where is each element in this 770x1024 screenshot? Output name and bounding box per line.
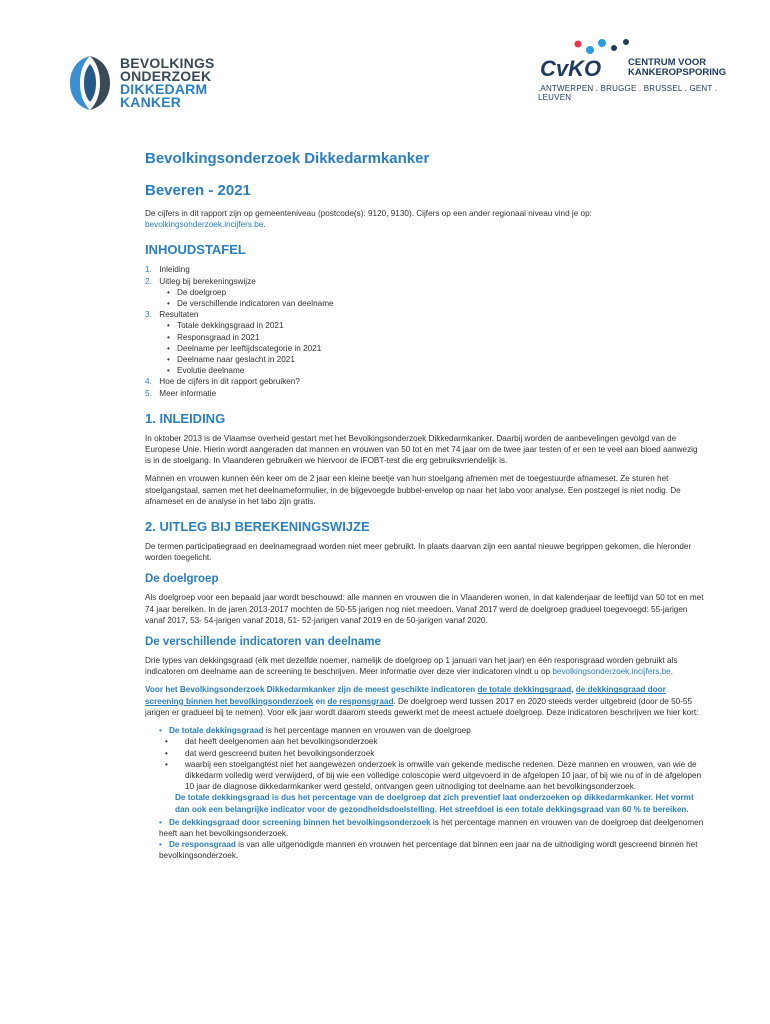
toc-item[interactable]: 3. Resultaten (145, 310, 199, 320)
link-dekkingsgraad-screening[interactable]: de dekkingsgraad door screening binnen het bevolkingsonderzoek (145, 685, 666, 706)
totale-dekkingsgraad-note: De totale dekkingsgraad is dus het percentage van de doelgroep dat zich preventief laat onderzoeken op dikkedarmkanker. Het vormt dan ook een belangrijke indicator voor de gezondheidsdoelstelling. Het streefdoel is een totale dekkingsgraad van 60 % te bereiken. (175, 793, 694, 814)
link-totale-dekkingsgraad[interactable]: de totale dekkingsgraad (477, 685, 572, 695)
toc-heading: INHOUDSTAFEL (145, 242, 246, 258)
header (0, 0, 770, 130)
indicatoren-heading: De verschillende indicatoren van deelname (145, 636, 381, 649)
sub-bullet: • dat heeft deelgenomen aan het bevolkingsonderzoek (165, 737, 378, 747)
bullet-responsgraad: • De responsgraad is van alle uitgenodigde mannen en vrouwen het percentage dat binnen een jaar na de uitnodiging wordt gescreend binnen het bevolkingsonderzoek. (159, 840, 698, 861)
section-1-paragraph-2: Mannen en vrouwen kunnen één keer om de 2 jaar een kleine beetje van hun stoelgang afnemen met de toegestuurde afnameset. Ze sturen het stoelgangstaal, samen met het deelnameformulier, in de bijgevoegde bubbel-envelop op naar het labo voor analyse. Een postzegel is niet nodig. De afnameset en de analyse in het labo zijn gratis. (145, 474, 681, 506)
toc-item[interactable]: 5. Meer informatie (145, 388, 217, 398)
cvko-line-1: CENTRUM VOOR (628, 57, 707, 68)
incijfers-link-2[interactable]: bevolkingsonderzoek.incijfers.be (552, 667, 671, 677)
sub-bullet: • waarbij een stoelgangtest niet het aangewezen onderzoek is omwille van gekende medische redenen. Deze mannen en vrouwen, van wie de dikkedarm volledig werd verwijderd, of bij wie een volledige coloscopie werd uitgevoerd in de afgelopen 10 jaar, of bij wie nu of in de afgelopen 10 jaar de diagnose dikkedarmkanker werd gesteld, ontvangen geen uitnodiging tot deelname aan het bevolkingsonderzoek. (165, 759, 702, 792)
cvko-wordmark: CvKO (540, 56, 602, 81)
intro-paragraph (145, 208, 705, 230)
bevolkingsonderzoek-logo (68, 54, 215, 112)
cvko-logo (528, 38, 732, 100)
logo-line-4: KANKER (120, 94, 182, 110)
link-responsgraad[interactable]: de responsgraad (327, 696, 394, 706)
indicatoren-paragraph-1: Drie types van dekkingsgraad (elk met dezelfde noemer, namelijk de doelgroep op 1 januari van het jaar) en één responsgraad worden gebruikt als indicatoren om deelname aan de screening te beschrijven. Meer informatie over deze vier indicatoren vindt u op bevolkingsonderzoek.incijfers.be. (145, 656, 678, 677)
cvko-line-2: KANKEROPSPORING (628, 67, 727, 78)
cvko-cities: .ANTWERPEN . BRUGGE . BRUSSEL . GENT . LEUVEN (538, 84, 718, 102)
sub-bullet: • dat werd gescreend buiten het bevolkingsonderzoek (165, 748, 375, 758)
content (145, 150, 705, 862)
toc-subitem[interactable]: • Evolutie deelname (167, 366, 245, 376)
logo-line-1: BEVOLKINGS (120, 55, 215, 71)
toc-subitem[interactable]: • De verschillende indicatoren van deelname (167, 299, 334, 309)
section-2-heading: 2. UITLEG BIJ BEREKENINGSWIJZE (145, 519, 370, 535)
toc-subitem[interactable]: • Deelname naar geslacht in 2021 (167, 355, 295, 365)
intro-end: . (263, 220, 266, 230)
doelgroep-heading: De doelgroep (145, 573, 219, 586)
logo-line-3: DIKKEDARM (120, 81, 208, 97)
bullet-totale-dekkingsgraad: • De totale dekkingsgraad is het percentage mannen en vrouwen van de doelgroep (159, 726, 471, 736)
toc-subitem[interactable]: • Responsgraad in 2021 (167, 332, 260, 342)
doelgroep-paragraph: Als doelgroep voor een bepaald jaar wordt beschouwd: alle mannen en vrouwen die in Vlaanderen wonen, in dat kalenderjaar de leeftijd van 50 tot en met 74 jaar bereiken. In de jaren 2013-2017 mochten de 50-55 jarigen nog niet meedoen. Vanaf 2017 werd de doelgroep gradueel toegevoegd: 55-jarigen vanaf 2017, 53- 54-jarigen vanaf 2018, 51- 52-jarigen vanaf 2019 en de 50-jarigen vanaf 2020. (145, 593, 704, 625)
section-2-paragraph-1: De termen participatiegraad en deelnamegraad worden niet meer gebruikt. In plaats daarvan zijn een aantal nieuwe begrippen gekomen, die hieronder worden toegelicht. (145, 542, 692, 563)
document-subtitle: Beveren - 2021 (145, 182, 251, 199)
table-of-contents (145, 264, 705, 398)
bevolkingsonderzoek-logo-mark (68, 54, 112, 112)
document-title: Bevolkingsonderzoek Dikkedarmkanker (145, 150, 430, 167)
incijfers-link[interactable]: bevolkingsonderzoek.incijfers.be (145, 220, 264, 230)
toc-item[interactable]: 2. Uitleg bij berekeningswijze (145, 276, 256, 286)
toc-subitem[interactable]: • Deelname per leeftijdscategorie in 2021 (167, 343, 322, 353)
toc-subitem[interactable]: • Totale dekkingsgraad in 2021 (167, 321, 284, 331)
logo-line-2: ONDERZOEK (120, 68, 212, 84)
section-1-paragraph-1: In oktober 2013 is de Vlaamse overheid gestart met het Bevolkingsonderzoek Dikkedarmkanker. Daarbij worden de aanbevelingen gevolgd van de Europese Unie. Hierin wordt aangeraden dat mannen en vrouwen van 50 tot en met 74 jaar om de twee jaar testen of er een te veel aan bloed aanwezig is in de stoelgang. In Vlaanderen gebruiken we hiervoor de iFOBT-test die erg gebruiksvriendelijk is. (145, 433, 698, 466)
intro-text: De cijfers in dit rapport zijn op gemeenteniveau (postcode(s): 9120, 9130). Cijfers op een ander regionaal niveau vind je op: (145, 209, 592, 218)
indicatoren-paragraph-2: Voor het Bevolkingsonderzoek Dikkedarmkanker zijn de meest geschikte indicatoren de totale dekkingsgraad, de dekkingsgraad door screening binnen het bevolkingsonderzoek en de responsgraad. De doelgroep werd tussen 2017 en 2020 steeds verder uitgebreid (door de 50-55 jarigen er gradueel bij te nemen). Voor elk jaar wordt daarom steeds gewerkt met de meest actuele doelgroep. Deze indicatoren beschrijven we hier kort: (145, 685, 699, 717)
toc-item[interactable]: 4. Hoe de cijfers in dit rapport gebruiken? (145, 377, 300, 387)
bullet-dekkingsgraad-screening: • De dekkingsgraad door screening binnen het bevolkingsonderzoek is het percentage mannen en vrouwen van de doelgroep dat deelgenomen heeft aan het bevolkingsonderzoek. (159, 817, 704, 838)
toc-subitem[interactable]: • De doelgroep (167, 287, 227, 297)
toc-item[interactable]: 1. Inleiding (145, 265, 190, 275)
section-1-heading: 1. INLEIDING (145, 410, 226, 426)
